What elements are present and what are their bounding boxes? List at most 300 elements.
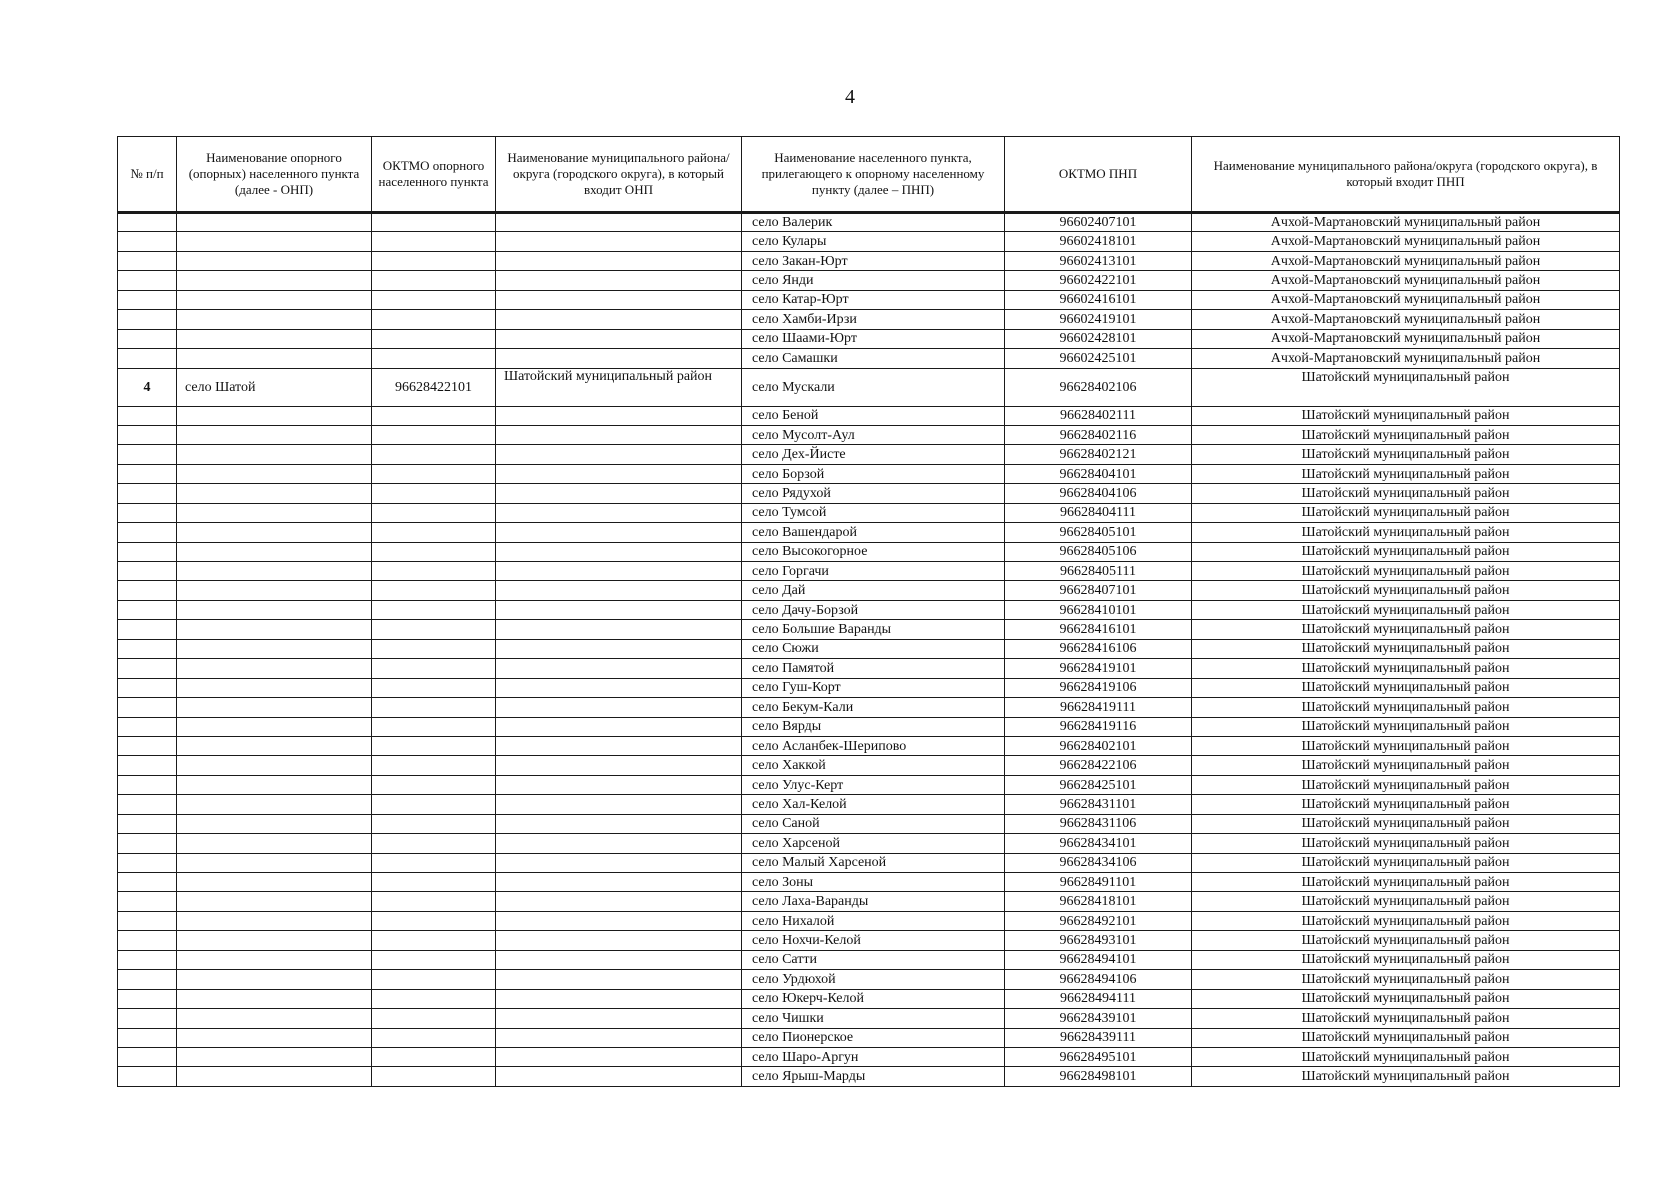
onp-name-cell (177, 542, 372, 561)
pnp-municipality-cell: Шатойский муниципальный район (1192, 853, 1620, 872)
table-row (118, 736, 1620, 755)
table-row (118, 484, 1620, 503)
onp-name-cell (177, 349, 372, 368)
pnp-oktmo-cell: 96602407101 (1005, 213, 1192, 232)
pnp-name-cell: село Дай (742, 581, 1005, 600)
onp-municipality-cell (496, 756, 742, 775)
header-pnp-oktmo: ОКТМО ПНП (1005, 137, 1192, 213)
onp-number-cell (118, 329, 177, 348)
pnp-oktmo-cell: 96628493101 (1005, 931, 1192, 950)
onp-number-cell (118, 834, 177, 853)
onp-municipality-cell (496, 620, 742, 639)
onp-name-cell (177, 290, 372, 309)
pnp-oktmo-cell: 96628494106 (1005, 970, 1192, 989)
pnp-municipality-cell: Шатойский муниципальный район (1192, 425, 1620, 444)
onp-municipality-cell (496, 1067, 742, 1086)
onp-municipality-cell (496, 523, 742, 542)
onp-name-cell (177, 639, 372, 658)
pnp-name-cell: село Шаро-Аргун (742, 1047, 1005, 1066)
onp-name-cell (177, 1028, 372, 1047)
header-pnp-mun: Наименование муниципального района/округа (городского округа), в который входит ПНП (1192, 137, 1620, 213)
onp-number-cell (118, 853, 177, 872)
table-row (118, 406, 1620, 425)
onp-oktmo-cell (372, 600, 496, 619)
pnp-oktmo-cell: 96628404101 (1005, 464, 1192, 483)
pnp-oktmo-cell: 96628439101 (1005, 1009, 1192, 1028)
pnp-name-cell: село Мускали (742, 368, 1005, 406)
onp-name-cell (177, 1047, 372, 1066)
onp-number-cell (118, 581, 177, 600)
onp-oktmo-cell (372, 251, 496, 270)
table-row (118, 271, 1620, 290)
onp-name-cell (177, 523, 372, 542)
table-row (118, 873, 1620, 892)
table-row (118, 678, 1620, 697)
pnp-name-cell: село Хал-Келой (742, 795, 1005, 814)
onp-municipality-cell (496, 425, 742, 444)
onp-name-cell (177, 814, 372, 833)
header-onp-mun: Наименование муниципального района/округа (городского округа), в который входит ОНП (496, 137, 742, 213)
header-onp-name: Наименование опорного (опорных) населенного пункта (далее - ОНП) (177, 137, 372, 213)
pnp-name-cell: село Горгачи (742, 562, 1005, 581)
onp-municipality-cell (496, 406, 742, 425)
onp-name-cell (177, 853, 372, 872)
table-row (118, 368, 1620, 406)
pnp-name-cell: село Катар-Юрт (742, 290, 1005, 309)
onp-name-cell (177, 892, 372, 911)
onp-municipality-cell (496, 329, 742, 348)
table-row (118, 1009, 1620, 1028)
table-row (118, 562, 1620, 581)
onp-number-cell (118, 290, 177, 309)
onp-oktmo-cell (372, 736, 496, 755)
pnp-name-cell: село Валерик (742, 213, 1005, 232)
onp-name-cell (177, 232, 372, 251)
onp-oktmo-cell (372, 1067, 496, 1086)
onp-oktmo-cell (372, 678, 496, 697)
table-header (118, 137, 1620, 213)
pnp-name-cell: село Дех-Йисте (742, 445, 1005, 464)
table-row (118, 1067, 1620, 1086)
onp-name-cell (177, 795, 372, 814)
onp-municipality-cell (496, 678, 742, 697)
onp-name-cell (177, 620, 372, 639)
page-number: 4 (845, 86, 855, 108)
onp-number-cell (118, 310, 177, 329)
pnp-municipality-cell: Шатойский муниципальный район (1192, 814, 1620, 833)
onp-municipality-cell (496, 775, 742, 794)
onp-municipality-cell (496, 1009, 742, 1028)
onp-oktmo-cell (372, 310, 496, 329)
pnp-oktmo-cell: 96602422101 (1005, 271, 1192, 290)
pnp-name-cell: село Мусолт-Аул (742, 425, 1005, 444)
onp-municipality-cell: Шатойский муниципальный район (496, 368, 742, 406)
onp-number-cell (118, 464, 177, 483)
onp-name-cell (177, 834, 372, 853)
pnp-name-cell: село Нохчи-Келой (742, 931, 1005, 950)
pnp-oktmo-cell: 96628419106 (1005, 678, 1192, 697)
table-row (118, 251, 1620, 270)
onp-oktmo-cell (372, 329, 496, 348)
onp-municipality-cell (496, 251, 742, 270)
onp-name-cell (177, 736, 372, 755)
pnp-oktmo-cell: 96628405106 (1005, 542, 1192, 561)
onp-number-cell (118, 1028, 177, 1047)
onp-oktmo-cell (372, 232, 496, 251)
pnp-oktmo-cell: 96628495101 (1005, 1047, 1192, 1066)
table-row (118, 290, 1620, 309)
onp-number-cell (118, 911, 177, 930)
pnp-municipality-cell: Шатойский муниципальный район (1192, 562, 1620, 581)
onp-number-cell (118, 931, 177, 950)
onp-number-cell (118, 271, 177, 290)
pnp-oktmo-cell: 96628416101 (1005, 620, 1192, 639)
onp-number-cell (118, 970, 177, 989)
pnp-name-cell: село Улус-Керт (742, 775, 1005, 794)
table-row (118, 445, 1620, 464)
onp-oktmo-cell (372, 620, 496, 639)
onp-municipality-cell (496, 698, 742, 717)
pnp-municipality-cell: Шатойский муниципальный район (1192, 368, 1620, 406)
onp-oktmo-cell (372, 756, 496, 775)
pnp-municipality-cell: Шатойский муниципальный район (1192, 698, 1620, 717)
onp-number-cell (118, 406, 177, 425)
onp-name-cell (177, 425, 372, 444)
pnp-name-cell: село Хамби-Ирзи (742, 310, 1005, 329)
pnp-municipality-cell: Шатойский муниципальный район (1192, 464, 1620, 483)
onp-oktmo-cell (372, 271, 496, 290)
onp-oktmo-cell (372, 639, 496, 658)
onp-oktmo-cell (372, 213, 496, 232)
onp-name-cell (177, 503, 372, 522)
header-row (118, 137, 1620, 213)
pnp-municipality-cell: Шатойский муниципальный район (1192, 834, 1620, 853)
table-row (118, 639, 1620, 658)
pnp-municipality-cell: Шатойский муниципальный район (1192, 445, 1620, 464)
table-row (118, 523, 1620, 542)
table-row (118, 892, 1620, 911)
pnp-oktmo-cell: 96602416101 (1005, 290, 1192, 309)
onp-oktmo-cell (372, 834, 496, 853)
onp-name-cell (177, 445, 372, 464)
pnp-oktmo-cell: 96628418101 (1005, 892, 1192, 911)
pnp-oktmo-cell: 96602425101 (1005, 349, 1192, 368)
table-row (118, 310, 1620, 329)
onp-number-cell (118, 659, 177, 678)
pnp-municipality-cell: Шатойский муниципальный район (1192, 581, 1620, 600)
pnp-municipality-cell: Шатойский муниципальный район (1192, 542, 1620, 561)
pnp-municipality-cell: Ачхой-Мартановский муниципальный район (1192, 271, 1620, 290)
onp-oktmo-cell (372, 892, 496, 911)
pnp-municipality-cell: Шатойский муниципальный район (1192, 659, 1620, 678)
onp-number-cell (118, 232, 177, 251)
onp-municipality-cell (496, 1028, 742, 1047)
table-row (118, 620, 1620, 639)
onp-municipality-cell (496, 581, 742, 600)
table-row (118, 950, 1620, 969)
onp-oktmo-cell (372, 931, 496, 950)
onp-name-cell (177, 931, 372, 950)
pnp-oktmo-cell: 96602419101 (1005, 310, 1192, 329)
pnp-oktmo-cell: 96628419101 (1005, 659, 1192, 678)
onp-municipality-cell (496, 970, 742, 989)
onp-number-cell: 4 (118, 368, 177, 406)
pnp-name-cell: село Харсеной (742, 834, 1005, 853)
pnp-oktmo-cell: 96628419116 (1005, 717, 1192, 736)
pnp-oktmo-cell: 96628419111 (1005, 698, 1192, 717)
pnp-municipality-cell: Ачхой-Мартановский муниципальный район (1192, 232, 1620, 251)
onp-name-cell: село Шатой (177, 368, 372, 406)
onp-name-cell (177, 464, 372, 483)
onp-oktmo-cell (372, 698, 496, 717)
onp-oktmo-cell (372, 911, 496, 930)
onp-number-cell (118, 349, 177, 368)
onp-number-cell (118, 736, 177, 755)
onp-name-cell (177, 213, 372, 232)
onp-oktmo-cell (372, 542, 496, 561)
onp-number-cell (118, 678, 177, 697)
table-row (118, 698, 1620, 717)
onp-municipality-cell (496, 445, 742, 464)
onp-municipality-cell (496, 853, 742, 872)
table-row (118, 232, 1620, 251)
pnp-name-cell: село Урдюхой (742, 970, 1005, 989)
onp-number-cell (118, 620, 177, 639)
pnp-name-cell: село Борзой (742, 464, 1005, 483)
onp-municipality-cell (496, 736, 742, 755)
onp-municipality-cell (496, 639, 742, 658)
pnp-oktmo-cell: 96628405101 (1005, 523, 1192, 542)
onp-oktmo-cell (372, 1047, 496, 1066)
pnp-name-cell: село Вярды (742, 717, 1005, 736)
pnp-municipality-cell: Шатойский муниципальный район (1192, 678, 1620, 697)
onp-number-cell (118, 892, 177, 911)
onp-name-cell (177, 950, 372, 969)
pnp-municipality-cell: Шатойский муниципальный район (1192, 775, 1620, 794)
onp-municipality-cell (496, 562, 742, 581)
pnp-municipality-cell: Шатойский муниципальный район (1192, 756, 1620, 775)
pnp-name-cell: село Памятой (742, 659, 1005, 678)
onp-municipality-cell (496, 464, 742, 483)
onp-name-cell (177, 562, 372, 581)
onp-oktmo-cell (372, 290, 496, 309)
pnp-name-cell: село Чишки (742, 1009, 1005, 1028)
onp-number-cell (118, 795, 177, 814)
pnp-name-cell: село Нихалой (742, 911, 1005, 930)
pnp-municipality-cell: Шатойский муниципальный район (1192, 873, 1620, 892)
onp-oktmo-cell: 96628422101 (372, 368, 496, 406)
onp-oktmo-cell (372, 853, 496, 872)
pnp-oktmo-cell: 96628422106 (1005, 756, 1192, 775)
onp-name-cell (177, 251, 372, 270)
onp-number-cell (118, 698, 177, 717)
pnp-oktmo-cell: 96628402121 (1005, 445, 1192, 464)
onp-oktmo-cell (372, 581, 496, 600)
pnp-name-cell: село Саной (742, 814, 1005, 833)
onp-number-cell (118, 756, 177, 775)
pnp-name-cell: село Зоны (742, 873, 1005, 892)
onp-municipality-cell (496, 814, 742, 833)
onp-oktmo-cell (372, 659, 496, 678)
pnp-name-cell: село Янди (742, 271, 1005, 290)
table-row (118, 213, 1620, 232)
pnp-oktmo-cell: 96628494111 (1005, 989, 1192, 1008)
pnp-municipality-cell: Шатойский муниципальный район (1192, 970, 1620, 989)
onp-municipality-cell (496, 271, 742, 290)
pnp-oktmo-cell: 96628439111 (1005, 1028, 1192, 1047)
onp-number-cell (118, 251, 177, 270)
pnp-name-cell: село Гуш-Корт (742, 678, 1005, 697)
pnp-name-cell: село Хаккой (742, 756, 1005, 775)
pnp-oktmo-cell: 96628402106 (1005, 368, 1192, 406)
onp-municipality-cell (496, 834, 742, 853)
table-row (118, 834, 1620, 853)
onp-name-cell (177, 717, 372, 736)
onp-oktmo-cell (372, 814, 496, 833)
table-row (118, 775, 1620, 794)
pnp-oktmo-cell: 96628425101 (1005, 775, 1192, 794)
onp-oktmo-cell (372, 950, 496, 969)
pnp-name-cell: село Беной (742, 406, 1005, 425)
onp-oktmo-cell (372, 406, 496, 425)
pnp-oktmo-cell: 96628405111 (1005, 562, 1192, 581)
pnp-municipality-cell: Шатойский муниципальный район (1192, 989, 1620, 1008)
onp-number-cell (118, 717, 177, 736)
pnp-oktmo-cell: 96628407101 (1005, 581, 1192, 600)
pnp-name-cell: село Малый Харсеной (742, 853, 1005, 872)
onp-oktmo-cell (372, 349, 496, 368)
pnp-name-cell: село Кулары (742, 232, 1005, 251)
table-row (118, 931, 1620, 950)
pnp-municipality-cell: Ачхой-Мартановский муниципальный район (1192, 349, 1620, 368)
onp-oktmo-cell (372, 484, 496, 503)
pnp-name-cell: село Большие Варанды (742, 620, 1005, 639)
onp-name-cell (177, 406, 372, 425)
pnp-oktmo-cell: 96628434101 (1005, 834, 1192, 853)
pnp-oktmo-cell: 96628434106 (1005, 853, 1192, 872)
onp-municipality-cell (496, 659, 742, 678)
pnp-municipality-cell: Ачхой-Мартановский муниципальный район (1192, 213, 1620, 232)
table-row (118, 600, 1620, 619)
table-row (118, 349, 1620, 368)
onp-municipality-cell (496, 542, 742, 561)
onp-municipality-cell (496, 232, 742, 251)
onp-municipality-cell (496, 349, 742, 368)
pnp-municipality-cell: Шатойский муниципальный район (1192, 795, 1620, 814)
pnp-municipality-cell: Шатойский муниципальный район (1192, 1047, 1620, 1066)
pnp-name-cell: село Закан-Юрт (742, 251, 1005, 270)
onp-number-cell (118, 213, 177, 232)
pnp-municipality-cell: Шатойский муниципальный район (1192, 1009, 1620, 1028)
onp-municipality-cell (496, 989, 742, 1008)
onp-number-cell (118, 562, 177, 581)
onp-number-cell (118, 600, 177, 619)
onp-name-cell (177, 911, 372, 930)
onp-municipality-cell (496, 892, 742, 911)
pnp-name-cell: село Юкерч-Келой (742, 989, 1005, 1008)
pnp-oktmo-cell: 96628431106 (1005, 814, 1192, 833)
onp-oktmo-cell (372, 795, 496, 814)
pnp-municipality-cell: Шатойский муниципальный район (1192, 523, 1620, 542)
onp-number-cell (118, 1009, 177, 1028)
onp-oktmo-cell (372, 464, 496, 483)
onp-number-cell (118, 873, 177, 892)
pnp-oktmo-cell: 96628498101 (1005, 1067, 1192, 1086)
pnp-oktmo-cell: 96602418101 (1005, 232, 1192, 251)
onp-municipality-cell (496, 310, 742, 329)
pnp-oktmo-cell: 96628404111 (1005, 503, 1192, 522)
onp-oktmo-cell (372, 970, 496, 989)
pnp-municipality-cell: Ачхой-Мартановский муниципальный район (1192, 290, 1620, 309)
onp-number-cell (118, 503, 177, 522)
table-row (118, 814, 1620, 833)
pnp-municipality-cell: Шатойский муниципальный район (1192, 717, 1620, 736)
pnp-municipality-cell: Ачхой-Мартановский муниципальный район (1192, 310, 1620, 329)
table-row (118, 581, 1620, 600)
onp-municipality-cell (496, 717, 742, 736)
onp-number-cell (118, 445, 177, 464)
pnp-oktmo-cell: 96628402101 (1005, 736, 1192, 755)
pnp-municipality-cell: Шатойский муниципальный район (1192, 950, 1620, 969)
table-row (118, 853, 1620, 872)
pnp-municipality-cell: Шатойский муниципальный район (1192, 406, 1620, 425)
pnp-municipality-cell: Шатойский муниципальный район (1192, 503, 1620, 522)
pnp-name-cell: село Сатти (742, 950, 1005, 969)
onp-oktmo-cell (372, 523, 496, 542)
header-onp-oktmo: ОКТМО опорного населенного пункта (372, 137, 496, 213)
pnp-municipality-cell: Шатойский муниципальный район (1192, 931, 1620, 950)
pnp-oktmo-cell: 96628416106 (1005, 639, 1192, 658)
onp-municipality-cell (496, 950, 742, 969)
pnp-oktmo-cell: 96628404106 (1005, 484, 1192, 503)
table-row (118, 329, 1620, 348)
onp-municipality-cell (496, 484, 742, 503)
table-row (118, 464, 1620, 483)
onp-name-cell (177, 970, 372, 989)
pnp-municipality-cell: Шатойский муниципальный район (1192, 639, 1620, 658)
pnp-oktmo-cell: 96628491101 (1005, 873, 1192, 892)
onp-number-cell (118, 989, 177, 1008)
onp-name-cell (177, 1067, 372, 1086)
onp-oktmo-cell (372, 717, 496, 736)
pnp-name-cell: село Высокогорное (742, 542, 1005, 561)
onp-name-cell (177, 600, 372, 619)
pnp-name-cell: село Пионерское (742, 1028, 1005, 1047)
onp-municipality-cell (496, 873, 742, 892)
onp-number-cell (118, 950, 177, 969)
onp-municipality-cell (496, 1047, 742, 1066)
table-row (118, 717, 1620, 736)
table-row (118, 425, 1620, 444)
pnp-municipality-cell: Ачхой-Мартановский муниципальный район (1192, 329, 1620, 348)
onp-oktmo-cell (372, 989, 496, 1008)
onp-oktmo-cell (372, 445, 496, 464)
pnp-name-cell: село Самашки (742, 349, 1005, 368)
table-row (118, 659, 1620, 678)
table-row (118, 795, 1620, 814)
table-row (118, 1028, 1620, 1047)
pnp-name-cell: село Вашендарой (742, 523, 1005, 542)
onp-number-cell (118, 484, 177, 503)
pnp-municipality-cell: Шатойский муниципальный район (1192, 600, 1620, 619)
pnp-name-cell: село Асланбек-Шерипово (742, 736, 1005, 755)
onp-name-cell (177, 329, 372, 348)
onp-name-cell (177, 659, 372, 678)
onp-municipality-cell (496, 213, 742, 232)
pnp-oktmo-cell: 96628410101 (1005, 600, 1192, 619)
onp-oktmo-cell (372, 1009, 496, 1028)
pnp-name-cell: село Бекум-Кали (742, 698, 1005, 717)
